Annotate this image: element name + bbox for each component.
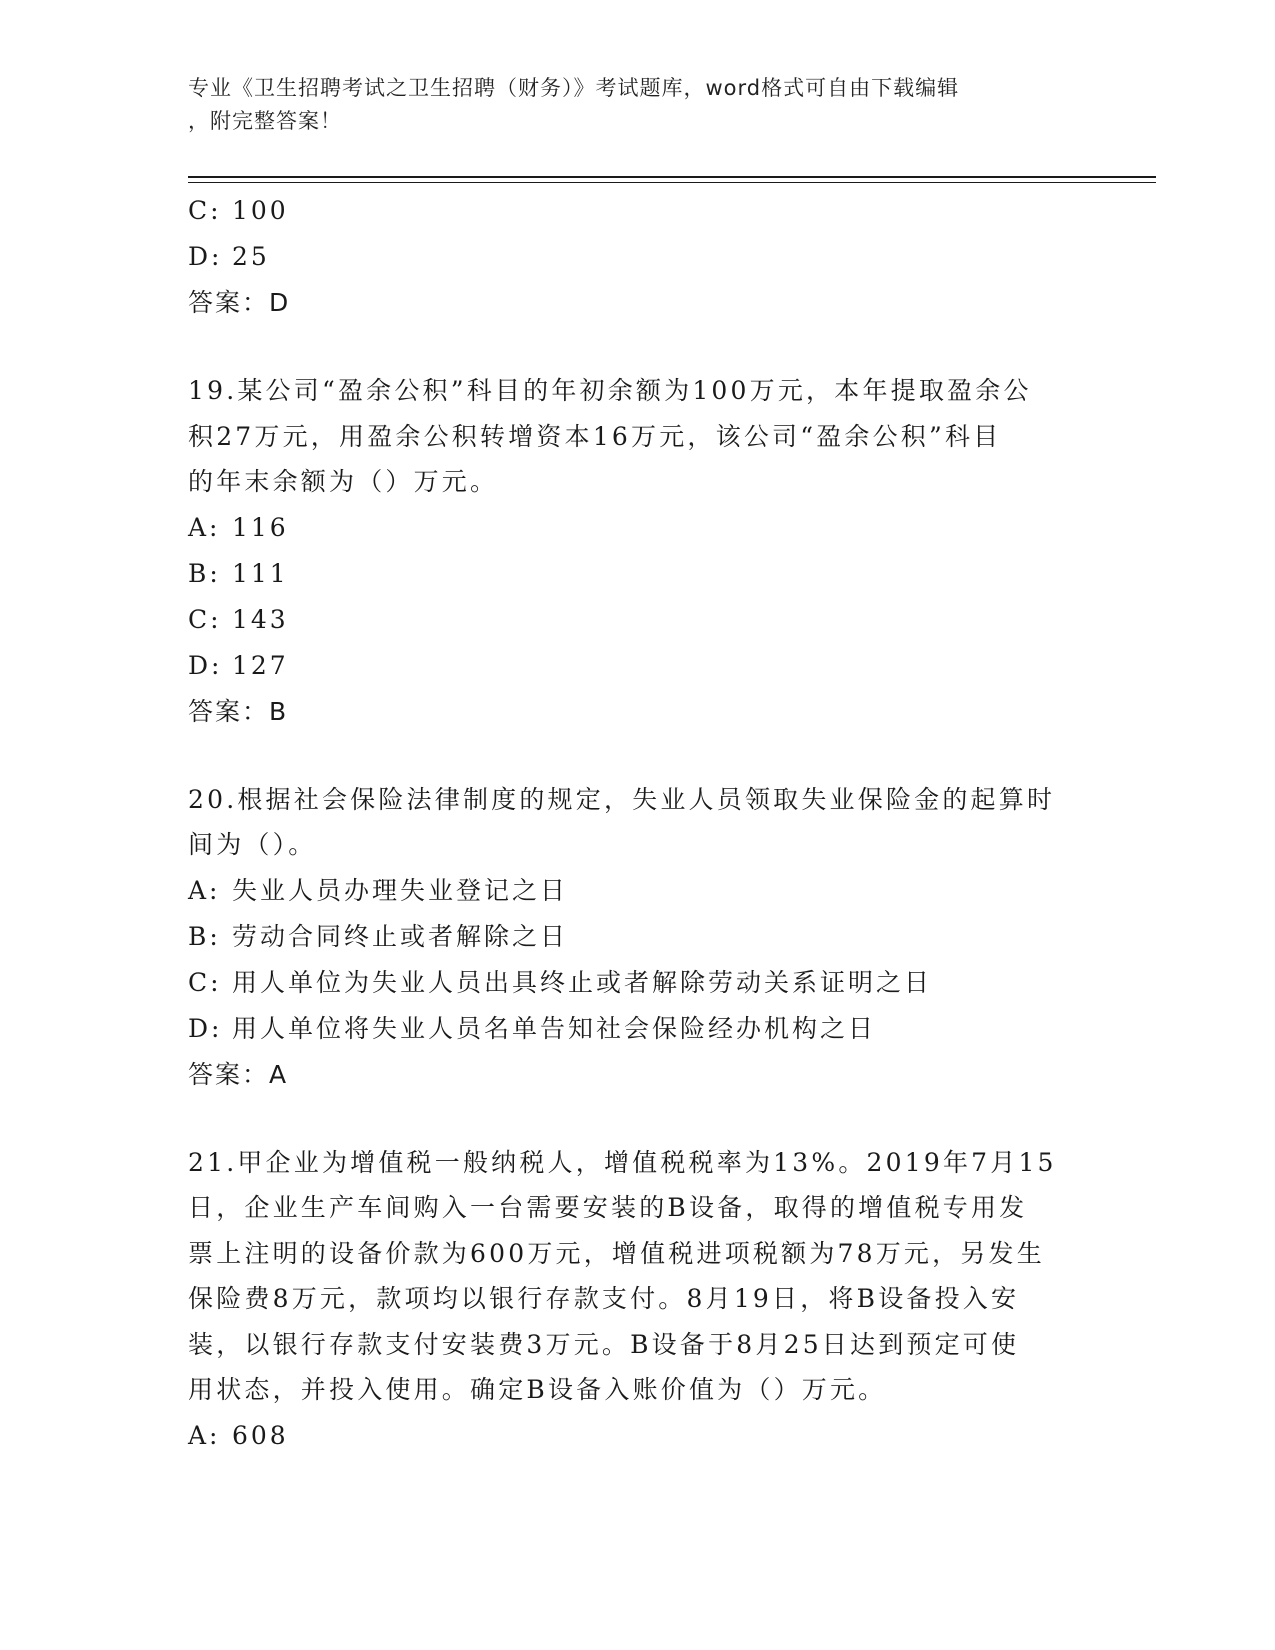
option-letter: A: [188, 875, 221, 905]
option-a [188, 505, 1078, 551]
question-21 [188, 1140, 1078, 1459]
option-letter: D: [188, 242, 223, 271]
option-a [188, 868, 1078, 914]
answer-line: 答案：A [188, 1059, 289, 1089]
option-text: 用人单位将失业人员名单告知社会保险经办机构之日 [232, 1013, 877, 1043]
question-stem [188, 368, 1078, 505]
question-content [188, 188, 1078, 1459]
option-b [188, 551, 1078, 597]
option-letter: C: [188, 604, 222, 634]
option-letter: B: [188, 558, 221, 588]
question-line: 20.根据社会保险法律制度的规定，失业人员领取失业保险金的起算时 [188, 784, 1056, 814]
option-letter: A: [188, 1420, 221, 1450]
option-b [188, 914, 1078, 960]
header-line-1: 专业《卫生招聘考试之卫生招聘（财务）》考试题库，word格式可自由下载编辑 [188, 76, 960, 100]
option-letter: C: [188, 967, 222, 997]
question-line: 19.某公司“盈余公积”科目的年初余额为100万元，本年提取盈余公 [188, 376, 1032, 405]
prev-question-block [188, 188, 1078, 326]
option-letter: B: [188, 921, 221, 951]
option-c [188, 188, 1078, 234]
option-text: 143 [232, 604, 289, 634]
option-c [188, 597, 1078, 643]
question-stem [188, 777, 1078, 868]
option-text: 失业人员办理失业登记之日 [232, 875, 569, 905]
option-text: 用人单位为失业人员出具终止或者解除劳动关系证明之日 [232, 967, 933, 997]
option-c [188, 960, 1078, 1006]
question-line: 票上注明的设备价款为600万元，增值税进项税额为78万元，另发生 [188, 1238, 1045, 1268]
question-19 [188, 368, 1078, 735]
question-line: 保险费8万元，款项均以银行存款支付。8月19日，将B设备投入安 [188, 1284, 1020, 1313]
question-line: 用状态，并投入使用。确定B设备入账价值为（）万元。 [188, 1375, 887, 1404]
option-text: 100 [232, 196, 289, 225]
header-line-2: ，附完整答案！ [188, 109, 342, 133]
question-stem [188, 1140, 1078, 1413]
question-line: 的年末余额为（）万元。 [188, 467, 499, 496]
option-text: 127 [232, 650, 289, 680]
option-d [188, 1006, 1078, 1052]
question-line: 日，企业生产车间购入一台需要安装的B设备，取得的增值税专用发 [188, 1193, 1028, 1222]
option-text: 608 [232, 1420, 289, 1450]
question-line: 21.甲企业为增值税一般纳税人，增值税税率为13%。2019年7月15 [188, 1147, 1057, 1177]
option-text: 111 [232, 558, 289, 588]
document-header [188, 72, 1068, 138]
option-letter: D: [188, 650, 223, 680]
spacer [188, 1098, 1078, 1140]
question-20 [188, 777, 1078, 1098]
answer-line: 答案：B [188, 696, 289, 726]
spacer [188, 326, 1078, 368]
option-letter: A: [188, 512, 221, 542]
question-line: 间为（）。 [188, 830, 317, 859]
question-line: 积27万元，用盈余公积转增资本16万元，该公司“盈余公积”科目 [188, 421, 1002, 451]
spacer [188, 735, 1078, 777]
option-a [188, 1413, 1078, 1459]
question-line: 装，以银行存款支付安装费3万元。B设备于8月25日达到预定可使 [188, 1329, 1020, 1359]
option-letter: C: [188, 196, 222, 225]
header-rule-thin [188, 182, 1156, 183]
option-text: 116 [232, 512, 289, 542]
option-letter: D: [188, 1013, 223, 1043]
answer-line: 答案：D [188, 288, 291, 317]
option-text: 劳动合同终止或者解除之日 [232, 921, 569, 951]
option-d [188, 643, 1078, 689]
option-text: 25 [232, 242, 270, 271]
option-d [188, 234, 1078, 280]
header-rule-thick [188, 176, 1156, 178]
